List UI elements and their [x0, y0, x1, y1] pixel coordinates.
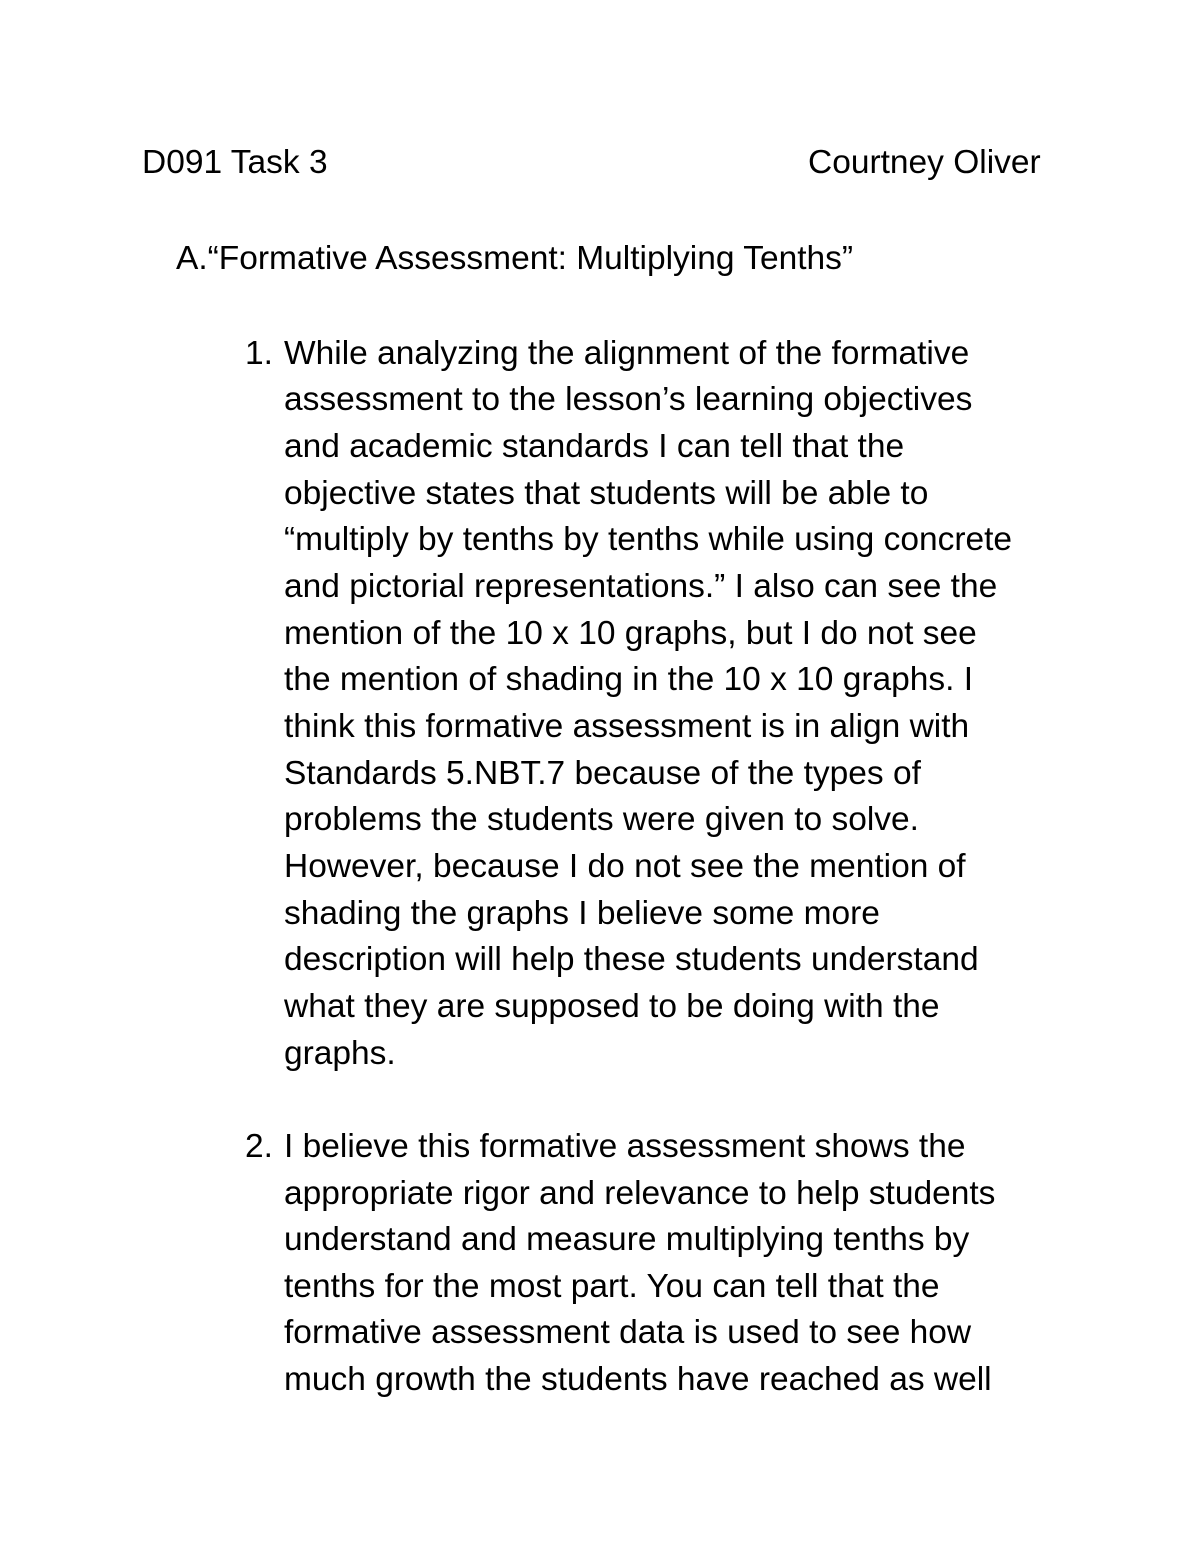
- paragraph-line: the mention of shading in the 10 x 10 graphs. I: [284, 661, 974, 698]
- paragraph-line: appropriate rigor and relevance to help students: [284, 1175, 996, 1212]
- paragraph-line: objective states that students will be able to: [284, 475, 929, 512]
- paragraph-line: much growth the students have reached as well: [284, 1361, 992, 1398]
- paragraph-line: While analyzing the alignment of the formative: [284, 335, 970, 372]
- paragraph-line: shading the graphs I believe some more: [284, 895, 880, 932]
- paragraph-line: mention of the 10 x 10 graphs, but I do not see: [284, 615, 977, 652]
- paragraph-line: understand and measure multiplying tenths by: [284, 1221, 970, 1258]
- paragraph-line: Standards 5.NBT.7 because of the types of: [284, 755, 921, 792]
- paragraph-line: description will help these students understand: [284, 941, 979, 978]
- paragraph-line: formative assessment data is used to see how: [284, 1314, 972, 1351]
- paragraph-line: However, because I do not see the mention of: [284, 848, 966, 885]
- course-task-label: D091 Task 3: [142, 144, 328, 181]
- paragraph-line: “multiply by tenths by tenths while using concrete: [284, 521, 1013, 558]
- list-marker: 2.: [245, 1128, 273, 1165]
- section-title: A.“Formative Assessment: Multiplying Tenths”: [176, 240, 854, 277]
- paragraph-line: what they are supposed to be doing with the: [284, 988, 940, 1025]
- paragraph-line: I believe this formative assessment shows the: [284, 1128, 966, 1165]
- paragraph-line: and pictorial representations.” I also can see the: [284, 568, 998, 605]
- paragraph-line: think this formative assessment is in align with: [284, 708, 970, 745]
- list-marker: 1.: [245, 335, 273, 372]
- author-name: Courtney Oliver: [808, 144, 1041, 181]
- paragraph-line: graphs.: [284, 1035, 396, 1072]
- paragraph-line: and academic standards I can tell that the: [284, 428, 905, 465]
- paragraph-line: assessment to the lesson’s learning objectives: [284, 381, 973, 418]
- paragraph-line: problems the students were given to solve.: [284, 801, 919, 838]
- paragraph-line: tenths for the most part. You can tell that the: [284, 1268, 940, 1305]
